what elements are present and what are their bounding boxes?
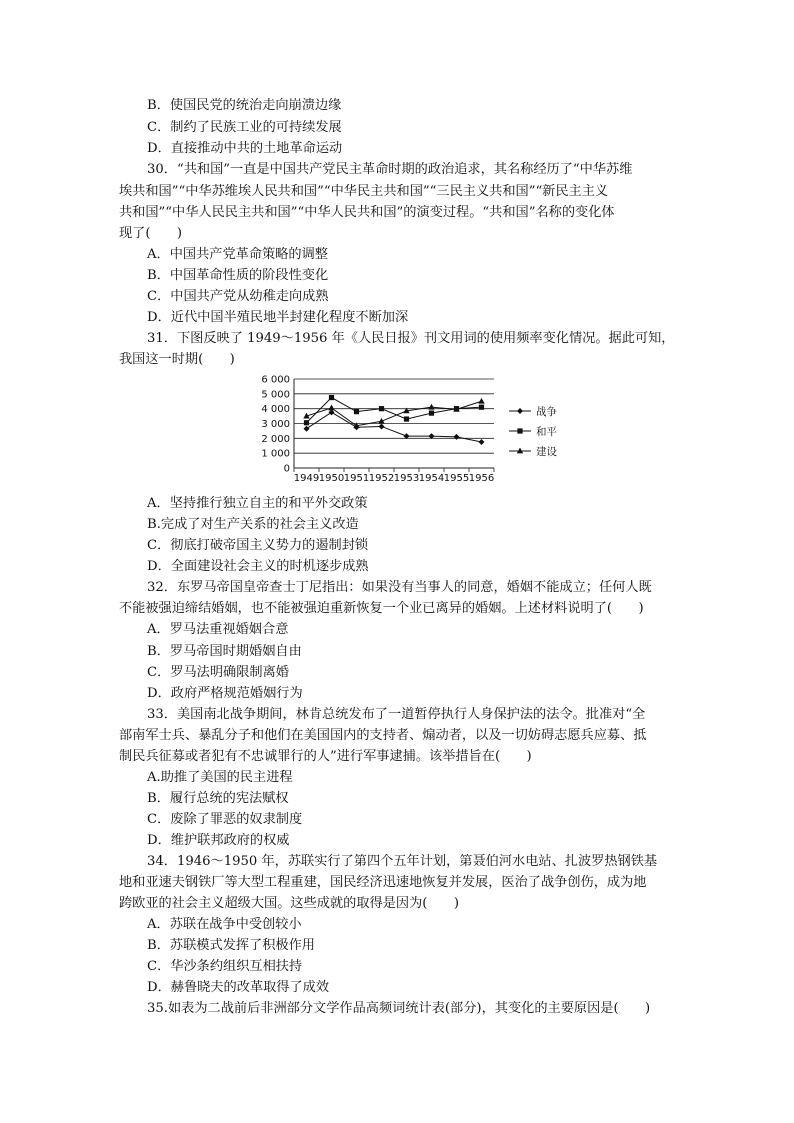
q33-option-d: D．维护联邦政府的权威 <box>147 833 290 848</box>
q32-option-b: B．罗马帝国时期婚姻自由 <box>147 644 302 659</box>
data-point <box>354 409 359 414</box>
q30-stem-line-4: 现了( ) <box>119 226 183 241</box>
q31-stem-line-2: 我国这一时期( ) <box>119 352 235 367</box>
y-tick-label: 3 000 <box>261 419 290 430</box>
legend-label: 建设 <box>536 446 557 458</box>
x-tick-label: 1953 <box>393 473 420 484</box>
q31-option-c: C．彻底打破帝国主义势力的遏制封锁 <box>147 538 369 553</box>
q29-option-b: B．使国民党的统治走向崩溃边缘 <box>147 98 342 113</box>
q30-option-d: D．近代中国半殖民地半封建化程度不断加深 <box>147 310 409 325</box>
data-point <box>429 411 434 416</box>
x-tick-label: 1956 <box>468 473 495 484</box>
data-point <box>479 405 484 410</box>
q30-option-a: A．中国共产党革命策略的调整 <box>147 247 328 262</box>
q33-option-c: C．废除了罪恶的奴隶制度 <box>147 812 303 827</box>
data-point <box>479 439 485 445</box>
q29-option-d: D．直接推动中共的土地革命运动 <box>147 141 343 156</box>
q31-option-b: B.完成了对生产关系的社会主义改造 <box>147 517 359 532</box>
legend-label: 战争 <box>536 406 557 418</box>
q33-stem-line-2: 部南军士兵、暴乱分子和他们在美国国内的支持者、煽动者，以及一切妨碍志愿兵应募、抵 <box>119 728 647 743</box>
x-tick-label: 1952 <box>368 473 395 484</box>
data-point <box>428 404 434 410</box>
q31-stem-line-1: 31．下图反映了 1949～1956 年《人民日报》刊文用词的使用频率变化情况。据此可知， <box>147 331 675 346</box>
q34-option-c: C．华沙条约组织互相扶持 <box>147 959 303 974</box>
q34-option-d: D．赫鲁晓夫的改革取得了成效 <box>147 980 330 995</box>
q34-stem-line-2: 地和亚速夫钢铁厂等大型工程重建，国民经济迅速地恢复并发展，医治了战争创伤，成为地 <box>119 875 647 890</box>
q31-option-a: A．坚持推行独立自主的和平外交政策 <box>147 496 368 511</box>
y-tick-label: 5 000 <box>261 389 290 401</box>
q32-stem-line-2: 不能被强迫缔结婚姻，也不能被强迫重新恢复一个业已离异的婚姻。上述材料说明了( ) <box>119 601 644 616</box>
q34-option-b: B．苏联模式发挥了积极作用 <box>147 938 315 953</box>
q32-option-d: D．政府严格规范婚姻行为 <box>147 686 303 701</box>
x-tick-label: 1949 <box>293 473 320 484</box>
q32-stem-line-1: 32．东罗马帝国皇帝查士丁尼指出：如果没有当事人的同意，婚姻不能成立；任何人既 <box>147 580 652 595</box>
q30-option-c: C．中国共产党从幼稚走向成熟 <box>147 289 329 304</box>
q35-stem-line-1: 35.如表为二战前后非洲部分文学作品高频词统计表(部分)，其变化的主要原因是( ) <box>147 1001 651 1016</box>
x-tick-label: 1951 <box>343 473 370 484</box>
data-point <box>379 423 385 429</box>
x-tick-label: 1950 <box>318 473 345 484</box>
data-point <box>404 416 409 421</box>
data-point <box>328 405 334 411</box>
legend-marker <box>517 408 523 414</box>
legend-marker <box>517 428 522 433</box>
q33-stem-line-1: 33．美国南北战争期间，林肯总统发布了一道暂停执行人身保护法的法令。批准对“全 <box>147 707 646 722</box>
data-point <box>454 434 460 440</box>
q30-option-b: B．中国革命性质的阶段性变化 <box>147 268 329 283</box>
legend-label: 和平 <box>536 426 557 438</box>
x-tick-label: 1955 <box>443 473 470 484</box>
y-tick-label: 2 000 <box>261 433 290 445</box>
y-tick-label: 0 <box>283 463 290 475</box>
q31-option-d: D．全面建设社会主义的时机逐步成熟 <box>147 559 369 574</box>
q32-option-a: A．罗马法重视婚姻合意 <box>147 622 289 637</box>
y-tick-label: 1 000 <box>261 448 290 460</box>
q34-stem-line-3: 跨欧亚的社会主义超级大国。这些成就的取得是因为( ) <box>119 896 459 911</box>
data-point <box>478 398 484 404</box>
data-point <box>304 426 310 432</box>
word-frequency-line-chart <box>252 369 562 489</box>
x-tick-label: 1954 <box>418 473 445 484</box>
q30-stem-line-2: 埃共和国”“中华苏维埃人民共和国”“中华民主共和国”“三民主义共和国”“新民主主义 <box>119 184 609 199</box>
q34-option-a: A．苏联在战争中受创较小 <box>147 917 302 932</box>
y-tick-label: 4 000 <box>261 404 290 416</box>
q33-option-a: A.助推了美国的民主进程 <box>147 770 293 785</box>
q32-option-c: C．罗马法明确限制离婚 <box>147 665 289 680</box>
data-point <box>304 420 309 425</box>
q29-option-c: C．制约了民族工业的可持续发展 <box>147 120 342 135</box>
data-point <box>379 406 384 411</box>
y-tick-label: 6 000 <box>261 374 290 386</box>
q34-stem-line-1: 34．1946～1950 年，苏联实行了第四个五年计划，第聂伯河水电站、扎波罗热钢铁基 <box>147 854 658 869</box>
data-point <box>329 395 334 400</box>
q33-stem-line-3: 制民兵征募或者犯有不忠诚罪行的人”进行军事逮捕。该举措旨在( ) <box>119 749 532 764</box>
q30-stem-line-1: 30．“共和国”一直是中国共产党民主革命时期的政治追求，其名称经历了“中华苏维 <box>147 162 633 177</box>
q33-option-b: B．履行总统的宪法赋权 <box>147 791 289 806</box>
q30-stem-line-3: 共和国”“中华人民民主共和国”“中华人民共和国”的演变过程。“共和国”名称的变化体 <box>119 205 615 220</box>
